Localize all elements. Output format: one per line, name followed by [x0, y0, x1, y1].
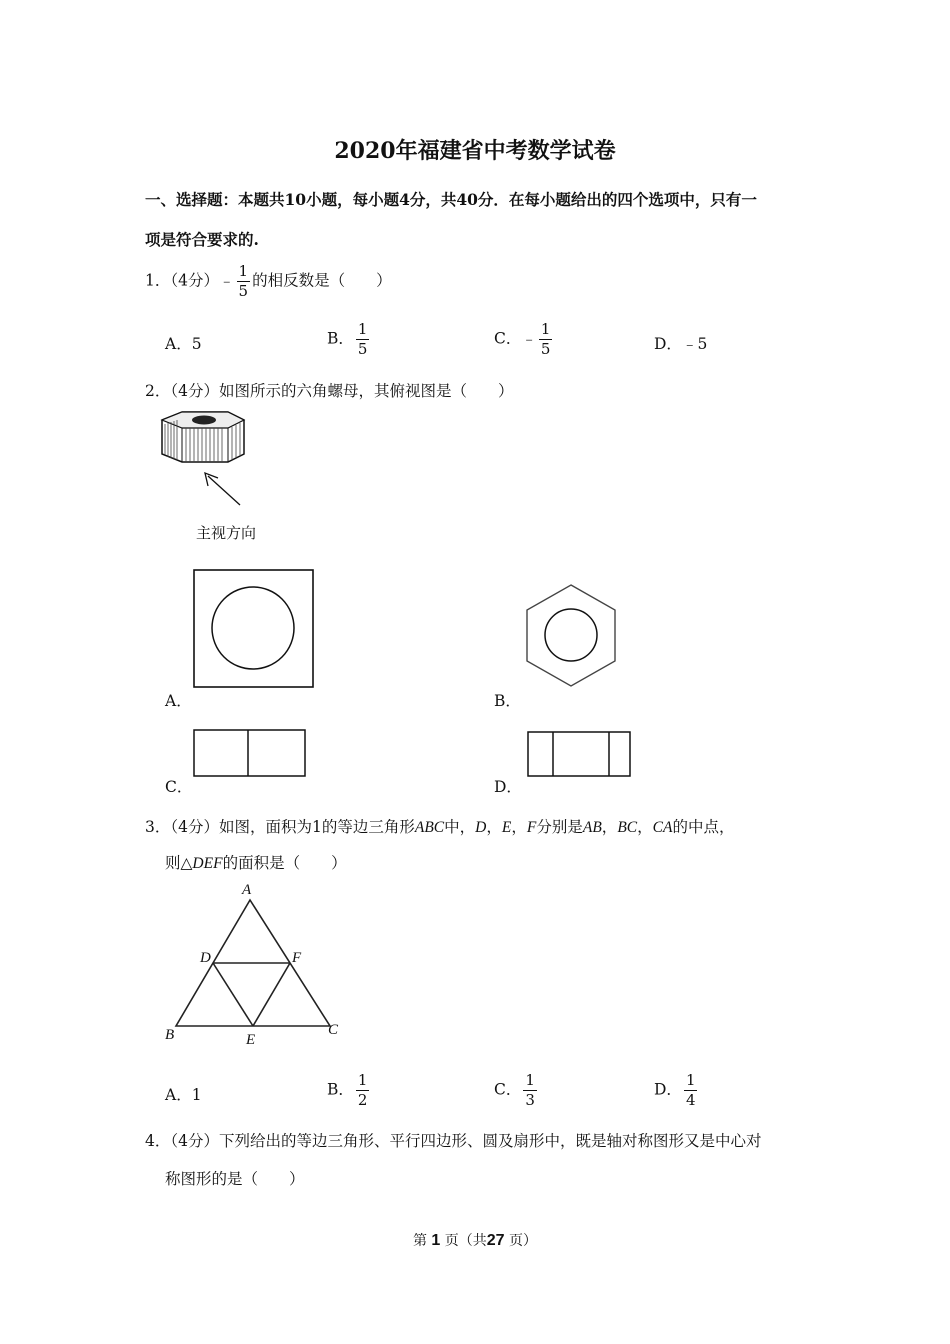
- question-number: 4．: [145, 1132, 171, 1150]
- fraction-denominator: 5: [238, 282, 249, 300]
- q2-option-d: D．: [494, 778, 522, 796]
- stem-text: 分别是: [536, 818, 583, 836]
- fraction: [684, 1073, 698, 1108]
- triangle-name: ABC: [414, 819, 445, 836]
- segment-ca: CA: [652, 819, 673, 836]
- label-a: A: [242, 882, 252, 898]
- question-number: 2．: [145, 382, 171, 400]
- label-b: B: [165, 1027, 175, 1043]
- question-points: （4分）: [170, 1132, 219, 1150]
- point-f: F: [526, 819, 537, 836]
- section-heading-line2: 项是符合要求的.: [145, 230, 259, 249]
- option-label: D．: [654, 335, 682, 353]
- fraction-numerator: 1: [357, 1071, 368, 1089]
- stem-text: 则△: [165, 854, 193, 872]
- option-text: 5: [191, 335, 202, 353]
- fraction-numerator: 1: [685, 1071, 696, 1089]
- fraction-denominator: 3: [525, 1091, 535, 1109]
- option-label: A．: [165, 335, 192, 353]
- label-e: E: [246, 1032, 256, 1048]
- q3-option-b: [327, 1073, 371, 1108]
- label-c: C: [328, 1022, 339, 1038]
- stem-text: 中，: [444, 818, 476, 836]
- q2-option-c: C．: [165, 778, 193, 796]
- option-label: B．: [327, 1080, 354, 1099]
- option-label: B．: [327, 329, 354, 348]
- q1-option-c: [494, 322, 554, 357]
- separator: ，: [486, 818, 502, 836]
- option-label: C．: [494, 329, 522, 348]
- triangle-figure: [160, 876, 350, 1050]
- option-label: A．: [165, 1086, 192, 1104]
- point-e: E: [501, 819, 512, 836]
- triangle-def-name: DEF: [192, 855, 223, 872]
- view-direction-caption: 主视方向: [196, 524, 257, 542]
- fraction-numerator: 1: [540, 320, 551, 338]
- segment-ab: AB: [582, 819, 602, 836]
- question-3-line2: [165, 851, 347, 873]
- fraction-denominator: 4: [685, 1091, 696, 1109]
- option-b-figure: [524, 583, 618, 689]
- question-2: [145, 379, 514, 401]
- fraction: [523, 1073, 537, 1108]
- minus-sign: ﹣: [521, 329, 537, 348]
- q2-option-a: A．: [165, 692, 192, 710]
- page-footer: [0, 1230, 950, 1250]
- q1-option-d: [654, 332, 707, 354]
- question-stem: 的相反数是（ ）: [252, 271, 392, 290]
- question-points: （4分）: [170, 271, 219, 290]
- fraction-denominator: 5: [540, 340, 551, 358]
- stem-text: 的面积是（ ）: [222, 854, 347, 872]
- question-points: （4分）: [170, 818, 219, 836]
- question-stem: 如图所示的六角螺母，其俯视图是（ ）: [219, 382, 514, 400]
- question-stem: 如图，面积为1的等边三角形: [219, 818, 415, 836]
- option-label: C．: [494, 1080, 522, 1099]
- question-number: 1．: [145, 271, 171, 290]
- q1-option-b: [327, 322, 371, 357]
- label-f: F: [292, 950, 302, 966]
- page-number: 1: [431, 1232, 441, 1249]
- minus-sign: ﹣: [219, 271, 235, 290]
- question-1: [145, 264, 392, 299]
- section-heading-line1: 一、选择题：本题共10小题，每小题4分，共40分．在每小题给出的四个选项中，只有一: [145, 190, 757, 209]
- question-4: [145, 1129, 762, 1151]
- page-title: 2020年福建省中考数学试卷: [334, 138, 616, 164]
- q2-option-b: B．: [494, 692, 521, 710]
- separator: ，: [637, 818, 653, 836]
- hex-nut-figure: [160, 410, 250, 510]
- question-stem: 下列给出的等边三角形、平行四边形、圆及扇形中，既是轴对称图形又是中心对: [219, 1132, 762, 1150]
- fraction: [356, 322, 370, 357]
- total-pages: 27: [486, 1232, 505, 1249]
- separator: ，: [511, 818, 527, 836]
- q1-option-a: [165, 332, 202, 354]
- footer-text: 页）: [509, 1233, 538, 1249]
- point-d: D: [475, 819, 487, 836]
- label-d: D: [200, 950, 211, 966]
- separator: ，: [601, 818, 618, 836]
- option-text: 1: [191, 1086, 202, 1104]
- option-c-figure: [193, 729, 307, 779]
- option-a-figure: [193, 569, 315, 689]
- option-label: D．: [654, 1080, 682, 1099]
- footer-text: 页（共: [444, 1233, 487, 1249]
- question-points: （4分）: [170, 382, 219, 400]
- segment-bc: BC: [617, 819, 638, 836]
- option-d-figure: [527, 731, 633, 779]
- option-text: ﹣5: [681, 335, 708, 353]
- fraction: [356, 1073, 370, 1108]
- fraction-numerator: 1: [357, 320, 368, 338]
- stem-text: 的中点，: [672, 818, 735, 836]
- fraction: [539, 322, 553, 357]
- question-4-line2: 称图形的是（ ）: [165, 1170, 305, 1188]
- fraction-denominator: 5: [357, 340, 368, 358]
- q3-option-d: [654, 1073, 699, 1108]
- q3-option-a: [165, 1083, 202, 1105]
- footer-text: 第: [412, 1233, 427, 1249]
- question-number: 3．: [145, 818, 171, 836]
- question-3: [145, 815, 734, 837]
- fraction-denominator: 2: [357, 1091, 368, 1109]
- fraction-numerator: 1: [238, 262, 249, 280]
- q3-option-c: [494, 1073, 539, 1108]
- fraction: [237, 264, 251, 299]
- fraction-numerator: 1: [525, 1071, 535, 1089]
